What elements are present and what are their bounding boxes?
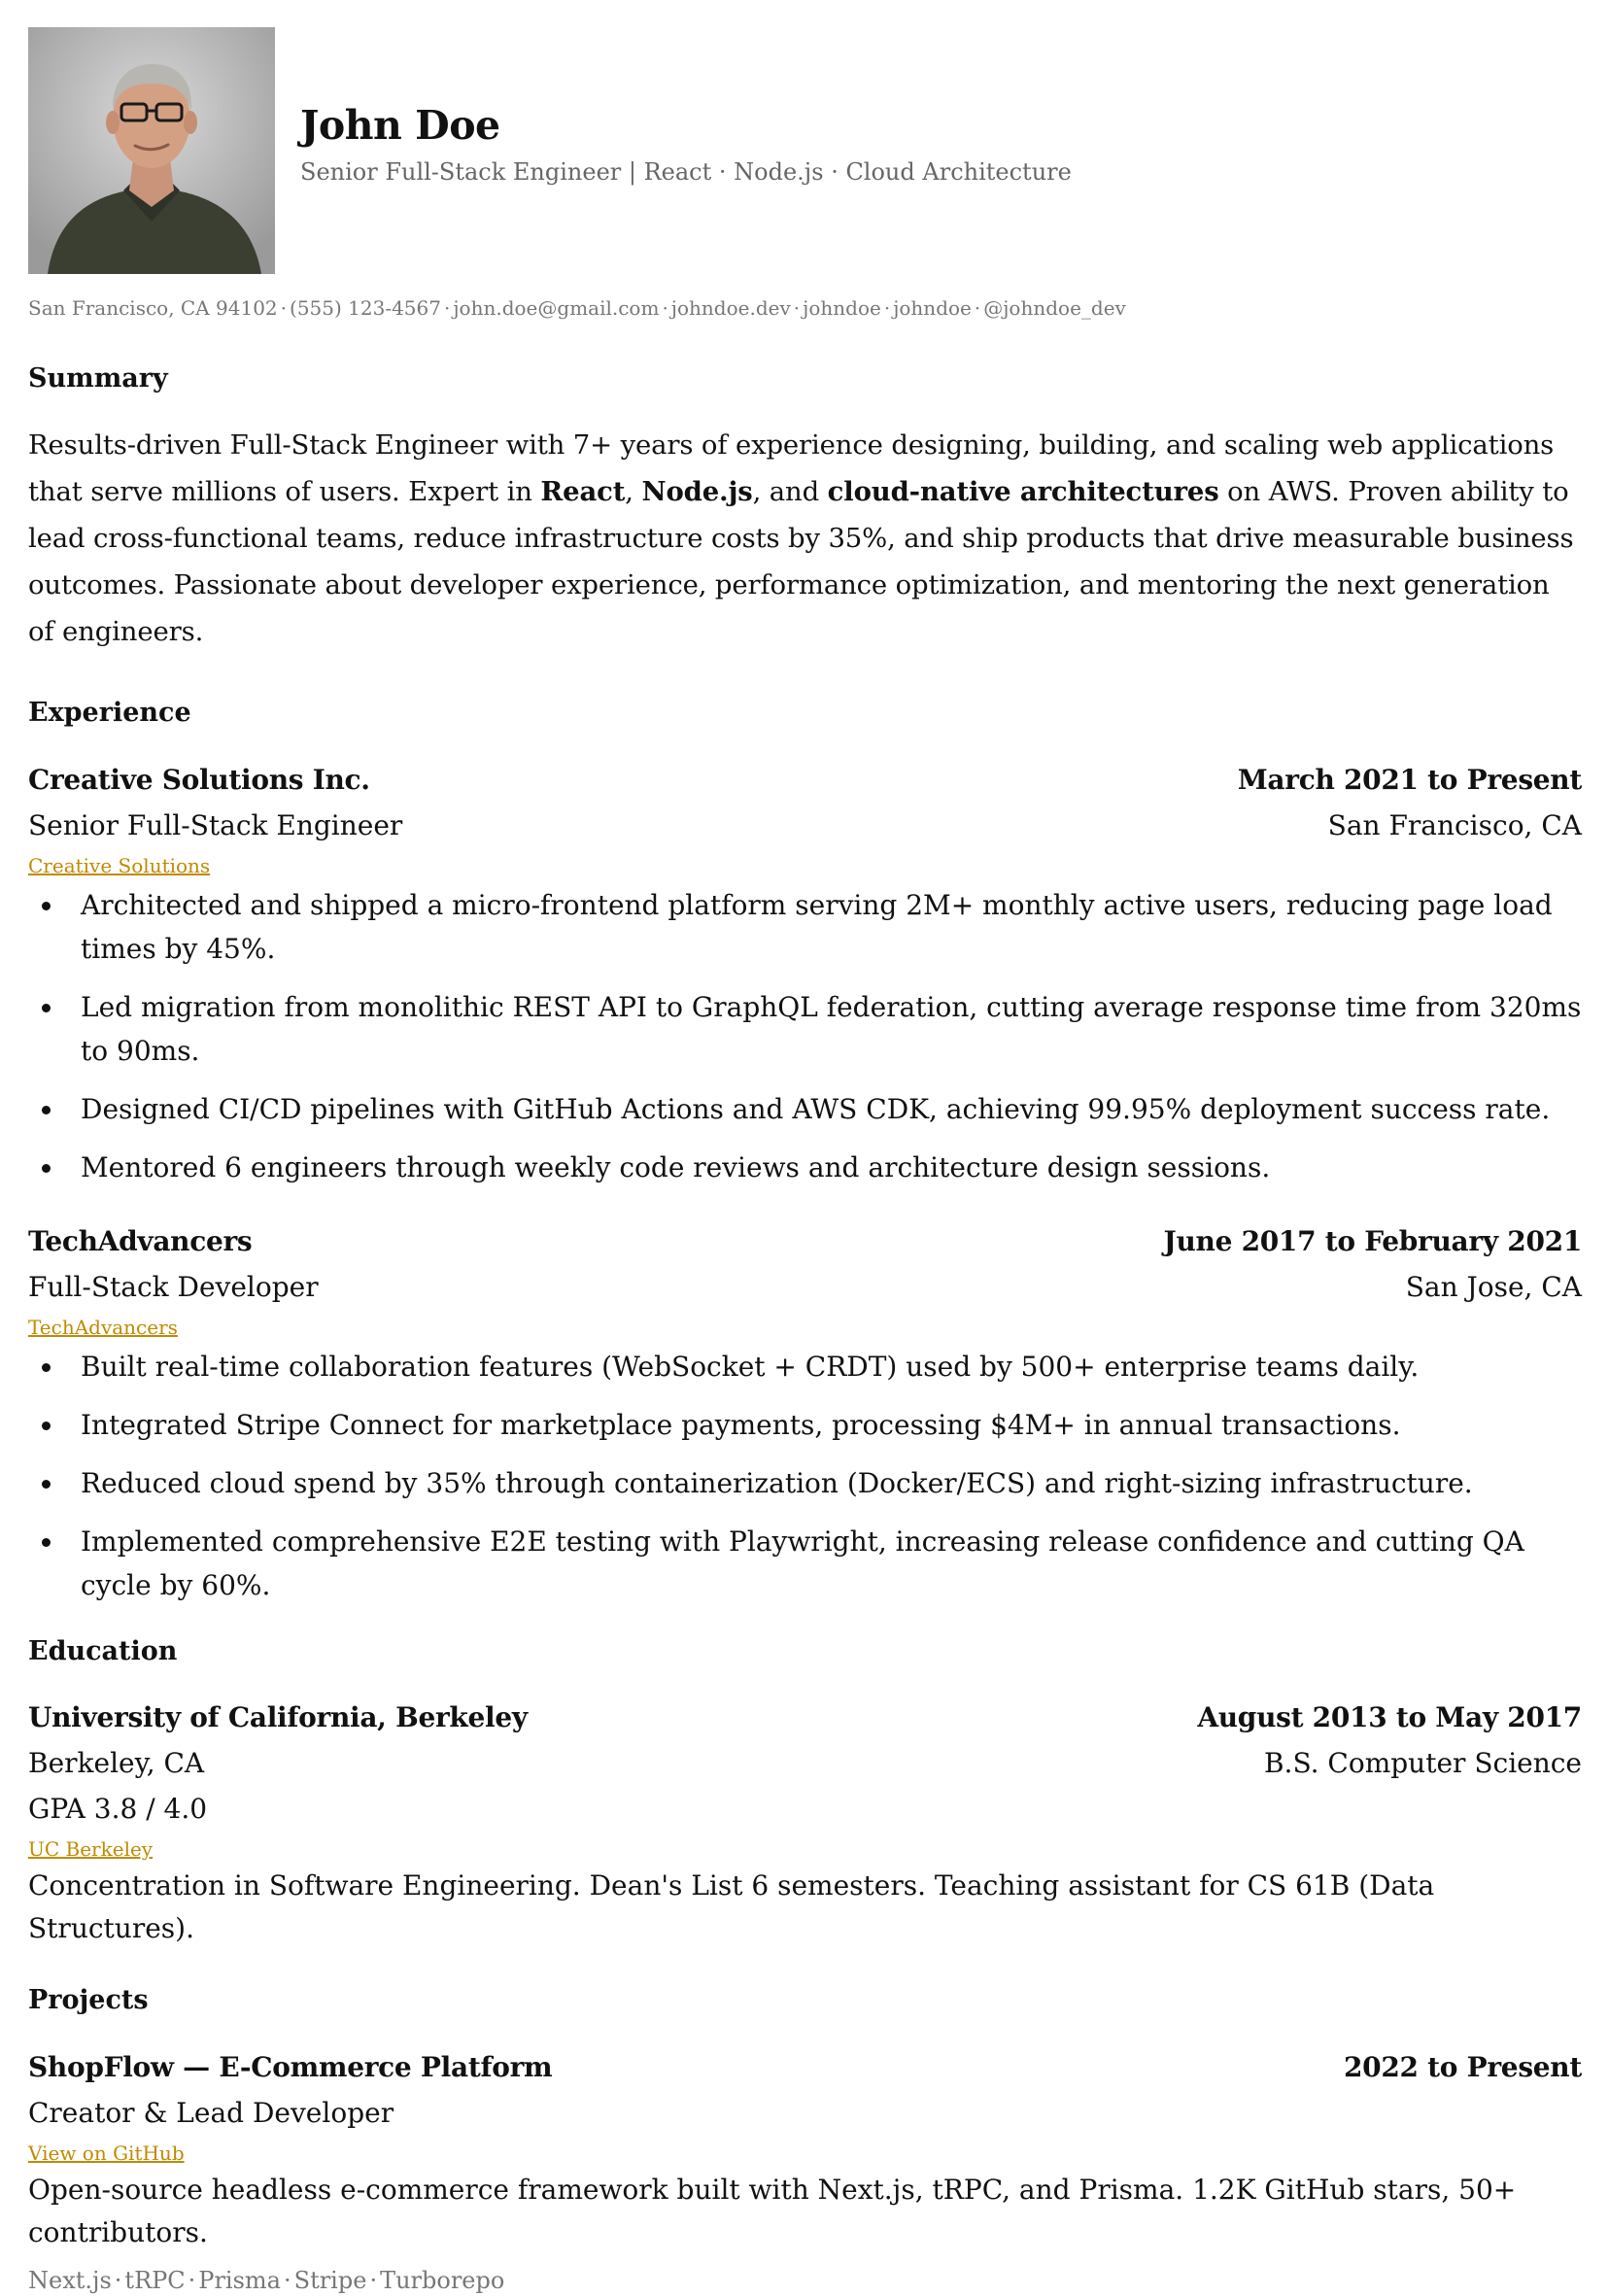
project-role: Creator & Lead Developer — [28, 2096, 394, 2129]
project-github-link[interactable]: View on GitHub — [28, 2141, 185, 2165]
school-location: Berkeley, CA — [28, 1747, 205, 1780]
job-title: Senior Full-Stack Engineer — [28, 808, 403, 841]
tech-tag: tRPC — [124, 2266, 186, 2294]
achievement-item: Implemented comprehensive E2E testing with Playwright, increasing release confidence and cutting QA cycle by 60%. — [28, 1520, 1582, 1607]
section-title-projects: Projects — [28, 1985, 149, 2016]
contact-item: (555) 123-4567 — [290, 296, 441, 320]
summary-highlight: cloud-native architectures — [827, 476, 1219, 508]
contact-item: San Francisco, CA 94102 — [28, 296, 278, 320]
contact-separator: · — [443, 296, 451, 320]
tech-tag: Next.js — [28, 2266, 112, 2294]
education-section — [28, 1636, 1582, 1950]
achievement-list — [28, 883, 1582, 1189]
education-entry — [28, 1695, 1582, 1950]
tech-tag: Stripe — [293, 2266, 367, 2294]
project-name: ShopFlow — E-Commerce Platform — [28, 2050, 553, 2083]
contact-separator: · — [280, 296, 288, 320]
gpa: GPA 3.8 / 4.0 — [28, 1793, 208, 1826]
tag-separator: · — [283, 2266, 291, 2294]
summary-highlight: React — [540, 476, 626, 508]
project-dates: 2022 to Present — [1343, 2050, 1582, 2083]
project-description: Open-source headless e-commerce framework built with Next.js, tRPC, and Prisma. 1.2K GitHub stars, 50+ contributors. — [28, 2173, 1517, 2248]
achievement-item: Reduced cloud spend by 35% through containerization (Docker/ECS) and right-sizing infrastructure. — [28, 1461, 1582, 1505]
header-text — [300, 27, 1072, 187]
candidate-name: John Doe — [300, 102, 500, 149]
job-title: Full-Stack Developer — [28, 1270, 319, 1303]
company-link[interactable]: Creative Solutions — [28, 853, 211, 877]
section-title-experience: Experience — [28, 698, 191, 729]
achievement-item: Designed CI/CD pipelines with GitHub Actions and AWS CDK, achieving 99.95% deployment success rate. — [28, 1087, 1582, 1131]
profile-photo — [28, 27, 275, 274]
achievement-item: Architected and shipped a micro-frontend platform serving 2M+ monthly active users, reducing page load times by 45%. — [28, 883, 1582, 971]
experience-section — [28, 698, 1582, 1606]
achievement-item: Built real-time collaboration features (WebSocket + CRDT) used by 500+ enterprise teams daily. — [28, 1345, 1582, 1388]
summary-segment: Results-driven Full-Stack Engineer with 7+ years of experience designing, building, and scaling web applications that serve millions of users. Expert in — [28, 429, 1555, 508]
education-dates: August 2013 to May 2017 — [1197, 1701, 1582, 1734]
experience-entry — [28, 1218, 1582, 1607]
project-entry — [28, 2044, 1582, 2296]
contact-separator: · — [974, 296, 981, 320]
experience-entry — [28, 757, 1582, 1189]
contact-item[interactable]: johndoe — [893, 296, 972, 320]
summary-segment: , and — [752, 476, 828, 508]
tag-separator: · — [369, 2266, 378, 2294]
resume-header — [28, 27, 1582, 274]
job-location: San Jose, CA — [1405, 1270, 1582, 1303]
school-name: University of California, Berkeley — [28, 1701, 528, 1734]
contact-item[interactable]: @johndoe_dev — [983, 296, 1126, 320]
achievement-item: Mentored 6 engineers through weekly code reviews and architecture design sessions. — [28, 1146, 1582, 1189]
company-name: Creative Solutions Inc. — [28, 763, 370, 796]
tech-tag: Turborepo — [380, 2266, 505, 2294]
school-link[interactable]: UC Berkeley — [28, 1837, 154, 1862]
contact-separator: · — [662, 296, 668, 320]
contact-item[interactable]: johndoe.dev — [670, 296, 791, 320]
contact-separator: · — [793, 296, 801, 320]
summary-text — [28, 422, 1582, 655]
summary-segment: on AWS. Proven ability to lead cross-functional teams, reduce infrastructure costs by 35%, and ship products that drive measurable business outcomes. Passionate about developer experience, performance optimization, and mentoring the next generation of engineers. — [28, 476, 1574, 648]
contact-separator: · — [883, 296, 891, 320]
degree: B.S. Computer Science — [1263, 1747, 1582, 1780]
section-title-education: Education — [28, 1635, 178, 1666]
summary-segment: , — [625, 476, 642, 508]
contact-item[interactable]: john.doe@gmail.com — [453, 296, 660, 320]
contact-line — [28, 295, 1582, 321]
tag-separator: · — [114, 2266, 122, 2294]
summary-highlight: Node.js — [641, 476, 753, 508]
tag-separator: · — [188, 2266, 196, 2294]
achievement-item: Integrated Stripe Connect for marketplace payments, processing $4M+ in annual transactions. — [28, 1403, 1582, 1447]
projects-section — [28, 1985, 1582, 2296]
employment-dates: March 2021 to Present — [1237, 763, 1582, 796]
employment-dates: June 2017 to February 2021 — [1163, 1224, 1582, 1257]
tech-tag: Prisma — [198, 2266, 281, 2294]
section-title-summary: Summary — [28, 363, 168, 394]
contact-item[interactable]: johndoe — [803, 296, 881, 320]
project-tech-tags — [28, 2266, 1582, 2296]
company-link[interactable]: TechAdvancers — [28, 1315, 178, 1339]
company-name: TechAdvancers — [28, 1224, 253, 1257]
candidate-headline: Senior Full-Stack Engineer | React · Node.js · Cloud Architecture — [300, 158, 1072, 187]
achievement-list — [28, 1345, 1582, 1607]
achievement-item: Led migration from monolithic REST API to GraphQL federation, cutting average response time from 320ms to 90ms. — [28, 985, 1582, 1073]
summary-section — [28, 363, 1582, 655]
education-description: Concentration in Software Engineering. Dean's List 6 semesters. Teaching assistant for CS 61B (Data Structures). — [28, 1869, 1435, 1945]
job-location: San Francisco, CA — [1327, 808, 1582, 841]
